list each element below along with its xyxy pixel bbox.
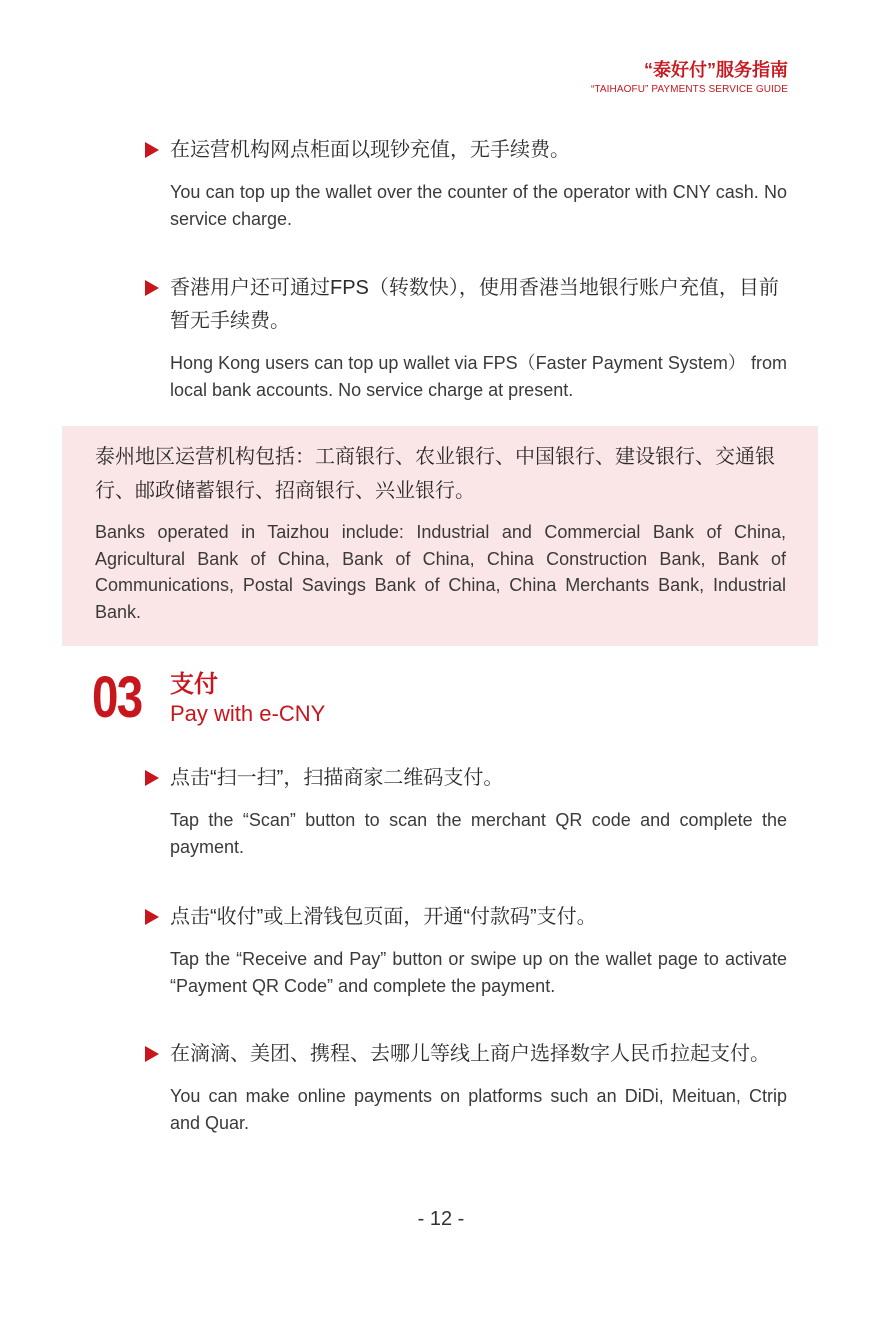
item-text-cn: 点击“扫一扫”，扫描商家二维码支付。 [170,767,504,789]
item-text-en: Hong Kong users can top up wallet via FPS（Faster Payment System） from local bank accounts. No service charge at present. [170,353,787,400]
item-text-en: You can make online payments on platforms such an DiDi, Meituan, Ctrip and Quar. [170,1086,787,1133]
triangle-bullet-icon [145,280,159,296]
pay-item-online [145,1038,787,1137]
banks-text-cn: 泰州地区运营机构包括：工商银行、农业银行、中国银行、建设银行、交通银行、邮政储蓄银行、招商银行、兴业银行。 [95,446,775,502]
section-number: 03 [92,665,142,730]
page-header [591,58,788,97]
banks-text-en: Banks operated in Taizhou include: Industrial and Commercial Bank of China, Agricultural Bank of China, Bank of China, China Construction Bank, Bank of Communications, Postal Savings Bank of China, China Merchants Bank, Industrial Bank. [95,522,786,622]
item-text-cn: 在滴滴、美团、携程、去哪儿等线上商户选择数字人民币拉起支付。 [170,1043,770,1065]
item-text-en: Tap the “Scan” button to scan the merchant QR code and complete the payment. [170,810,787,857]
page-number: - 12 - [417,1208,465,1230]
triangle-bullet-icon [145,770,159,786]
triangle-bullet-icon [145,142,159,158]
item-text-en: Tap the “Receive and Pay” button or swipe up on the wallet page to activate “Payment QR Code” and complete the payment. [170,949,787,996]
section-title-cn: 支付 [170,671,218,698]
item-text-en: You can top up the wallet over the counter of the operator with CNY cash. No service charge. [170,182,787,229]
item-text-cn: 点击“收付”或上滑钱包页面，开通“付款码”支付。 [170,906,597,928]
item-text-cn: 在运营机构网点柜面以现钞充值，无手续费。 [170,139,570,161]
banks-info-box [62,426,818,646]
header-title-cn: “泰好付”服务指南 [644,60,788,80]
topup-item-cash [145,134,787,233]
section-title-en: Pay with e-CNY [170,701,326,726]
pay-item-qr-code [145,901,787,1000]
triangle-bullet-icon [145,1046,159,1062]
header-title-en: “TAIHAOFU” PAYMENTS SERVICE GUIDE [590,84,788,95]
item-text-cn: 香港用户还可通过FPS（转数快），使用香港当地银行账户充值，目前暂无手续费。 [170,277,779,332]
pay-item-scan [145,762,787,861]
triangle-bullet-icon [145,909,159,925]
topup-item-fps [145,272,787,404]
